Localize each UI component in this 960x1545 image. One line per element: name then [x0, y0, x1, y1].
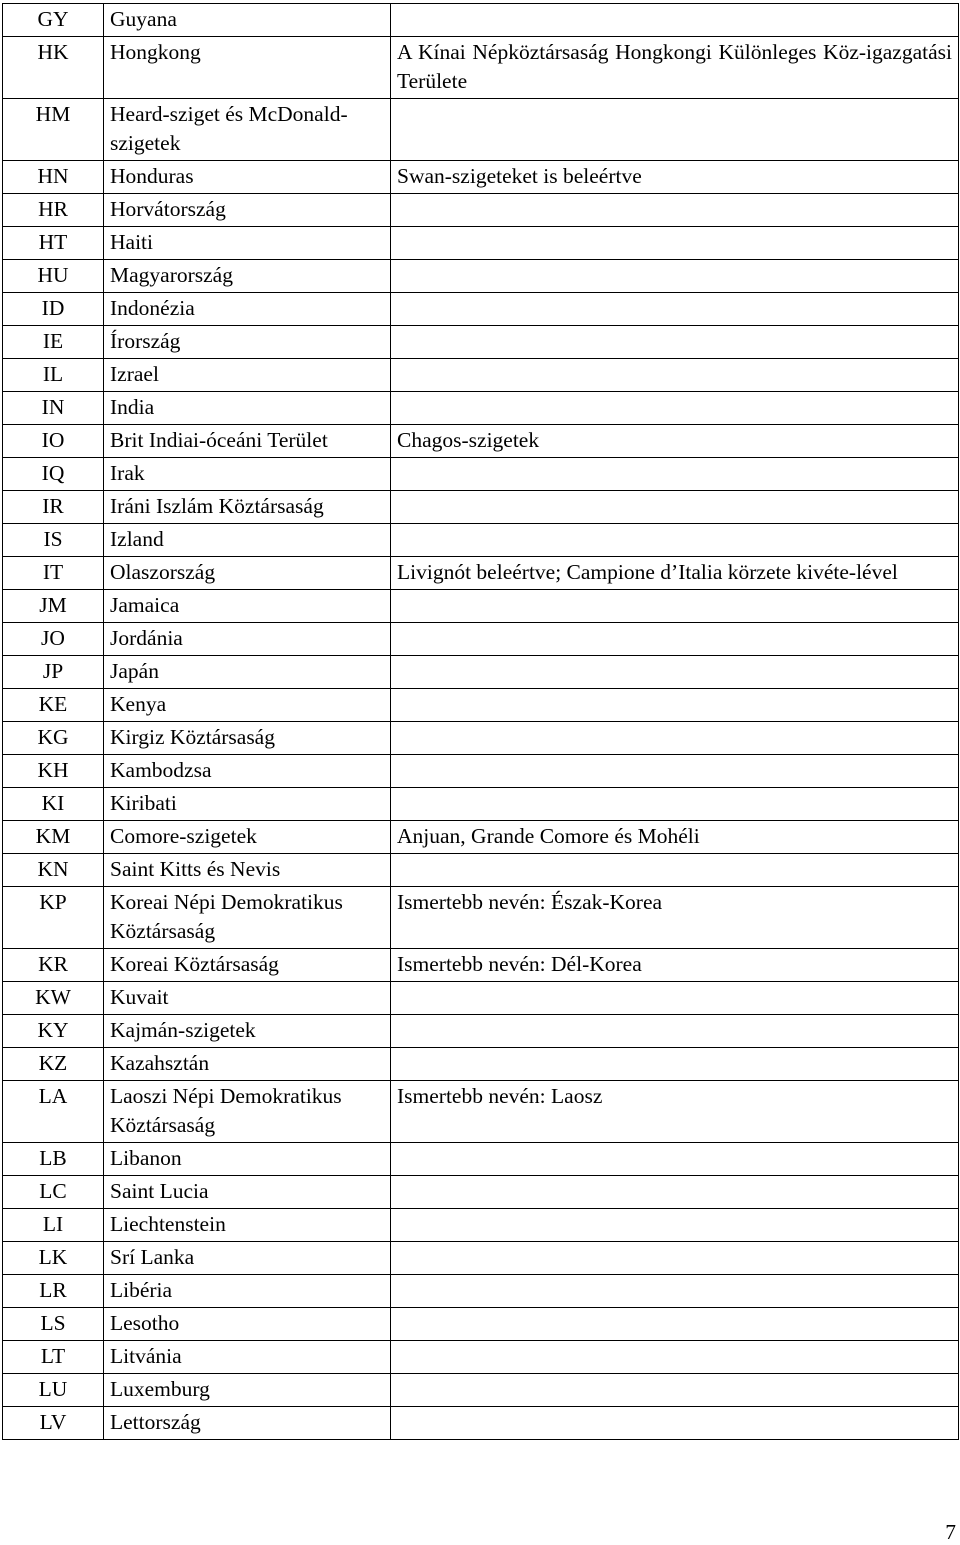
- country-name-cell: Koreai Köztársaság: [104, 949, 391, 982]
- table-row: [3, 623, 959, 656]
- country-code-cell: KM: [3, 821, 104, 854]
- country-name-cell: Libéria: [104, 1275, 391, 1308]
- country-code-cell: KY: [3, 1015, 104, 1048]
- country-name-cell: Magyarország: [104, 260, 391, 293]
- country-code-cell: LS: [3, 1308, 104, 1341]
- table-row: [3, 656, 959, 689]
- country-code-cell: KZ: [3, 1048, 104, 1081]
- country-code-cell: IR: [3, 491, 104, 524]
- country-name-cell: Koreai Népi Demokratikus Köztársaság: [104, 887, 391, 949]
- country-name-cell: Hongkong: [104, 37, 391, 99]
- country-name-cell: Brit Indiai-óceáni Terület: [104, 425, 391, 458]
- country-note-cell: [391, 1341, 959, 1374]
- country-name-cell: Litvánia: [104, 1341, 391, 1374]
- country-note-cell: [391, 99, 959, 161]
- table-row: [3, 392, 959, 425]
- country-code-cell: LR: [3, 1275, 104, 1308]
- table-row: [3, 557, 959, 590]
- country-name-cell: Kazahsztán: [104, 1048, 391, 1081]
- table-row: [3, 227, 959, 260]
- table-row: [3, 949, 959, 982]
- country-name-cell: Comore-szigetek: [104, 821, 391, 854]
- country-note-cell: Ismertebb nevén: Laosz: [391, 1081, 959, 1143]
- country-note-cell: [391, 491, 959, 524]
- country-name-cell: Guyana: [104, 4, 391, 37]
- country-name-cell: Saint Kitts és Nevis: [104, 854, 391, 887]
- table-row: [3, 788, 959, 821]
- country-code-cell: IE: [3, 326, 104, 359]
- country-name-cell: Indonézia: [104, 293, 391, 326]
- table-row: [3, 887, 959, 949]
- country-name-cell: Izland: [104, 524, 391, 557]
- table-row: [3, 1176, 959, 1209]
- country-code-cell: KI: [3, 788, 104, 821]
- country-name-cell: Irak: [104, 458, 391, 491]
- country-code-cell: KN: [3, 854, 104, 887]
- country-name-cell: Írország: [104, 326, 391, 359]
- table-row: [3, 1015, 959, 1048]
- country-code-cell: JO: [3, 623, 104, 656]
- country-note-cell: [391, 1407, 959, 1440]
- country-code-cell: HU: [3, 260, 104, 293]
- country-note-cell: [391, 1143, 959, 1176]
- country-note-cell: [391, 1242, 959, 1275]
- country-note-cell: [391, 359, 959, 392]
- country-name-cell: Laoszi Népi Demokratikus Köztársaság: [104, 1081, 391, 1143]
- country-code-cell: HM: [3, 99, 104, 161]
- country-note-cell: [391, 458, 959, 491]
- country-code-cell: KW: [3, 982, 104, 1015]
- country-code-cell: ID: [3, 293, 104, 326]
- country-name-cell: Luxemburg: [104, 1374, 391, 1407]
- country-note-cell: [391, 293, 959, 326]
- country-note-cell: [391, 854, 959, 887]
- country-note-cell: [391, 1374, 959, 1407]
- country-name-cell: Srí Lanka: [104, 1242, 391, 1275]
- country-table-body: [3, 4, 959, 1440]
- table-row: [3, 458, 959, 491]
- country-code-cell: HR: [3, 194, 104, 227]
- country-name-cell: Heard-sziget és McDonald-szigetek: [104, 99, 391, 161]
- country-name-cell: India: [104, 392, 391, 425]
- table-row: [3, 260, 959, 293]
- table-row: [3, 425, 959, 458]
- country-code-cell: IS: [3, 524, 104, 557]
- country-code-cell: KG: [3, 722, 104, 755]
- country-name-cell: Kuvait: [104, 982, 391, 1015]
- country-code-cell: LI: [3, 1209, 104, 1242]
- country-note-cell: [391, 656, 959, 689]
- country-note-cell: Ismertebb nevén: Dél-Korea: [391, 949, 959, 982]
- table-row: [3, 821, 959, 854]
- country-note-cell: [391, 194, 959, 227]
- table-row: [3, 982, 959, 1015]
- country-note-cell: Swan-szigeteket is beleértve: [391, 161, 959, 194]
- country-note-cell: [391, 1275, 959, 1308]
- country-code-table: [2, 3, 959, 1440]
- country-name-cell: Haiti: [104, 227, 391, 260]
- country-note-cell: A Kínai Népköztársaság Hongkongi Különleges Köz-igazgatási Területe: [391, 37, 959, 99]
- country-note-cell: Anjuan, Grande Comore és Mohéli: [391, 821, 959, 854]
- country-name-cell: Jamaica: [104, 590, 391, 623]
- country-note-cell: Ismertebb nevén: Észak-Korea: [391, 887, 959, 949]
- table-row: [3, 755, 959, 788]
- country-note-cell: [391, 392, 959, 425]
- country-name-cell: Lettország: [104, 1407, 391, 1440]
- country-code-cell: HT: [3, 227, 104, 260]
- table-row: [3, 590, 959, 623]
- country-note-cell: [391, 623, 959, 656]
- table-row: [3, 194, 959, 227]
- table-row: [3, 491, 959, 524]
- country-name-cell: Kajmán-szigetek: [104, 1015, 391, 1048]
- country-code-cell: LV: [3, 1407, 104, 1440]
- country-code-cell: KP: [3, 887, 104, 949]
- country-code-cell: IT: [3, 557, 104, 590]
- table-row: [3, 1242, 959, 1275]
- country-name-cell: Lesotho: [104, 1308, 391, 1341]
- table-row: [3, 1048, 959, 1081]
- country-code-cell: JM: [3, 590, 104, 623]
- country-code-cell: LU: [3, 1374, 104, 1407]
- table-row: [3, 1341, 959, 1374]
- table-row: [3, 524, 959, 557]
- table-row: [3, 1275, 959, 1308]
- country-note-cell: [391, 524, 959, 557]
- table-row: [3, 1374, 959, 1407]
- country-code-cell: IL: [3, 359, 104, 392]
- table-row: [3, 326, 959, 359]
- country-code-cell: KE: [3, 689, 104, 722]
- country-code-cell: GY: [3, 4, 104, 37]
- country-name-cell: Libanon: [104, 1143, 391, 1176]
- country-name-cell: Liechtenstein: [104, 1209, 391, 1242]
- country-note-cell: Livignót beleértve; Campione d’Italia körzete kivéte-lével: [391, 557, 959, 590]
- country-name-cell: Jordánia: [104, 623, 391, 656]
- country-note-cell: [391, 1048, 959, 1081]
- table-row: [3, 854, 959, 887]
- country-name-cell: Kirgiz Köztársaság: [104, 722, 391, 755]
- country-name-cell: Olaszország: [104, 557, 391, 590]
- table-row: [3, 161, 959, 194]
- country-note-cell: [391, 260, 959, 293]
- country-name-cell: Honduras: [104, 161, 391, 194]
- country-note-cell: [391, 982, 959, 1015]
- country-note-cell: Chagos-szigetek: [391, 425, 959, 458]
- country-code-cell: LA: [3, 1081, 104, 1143]
- country-name-cell: Saint Lucia: [104, 1176, 391, 1209]
- country-code-cell: IO: [3, 425, 104, 458]
- country-note-cell: [391, 1209, 959, 1242]
- country-code-cell: IN: [3, 392, 104, 425]
- table-row: [3, 1081, 959, 1143]
- country-code-cell: LK: [3, 1242, 104, 1275]
- country-note-cell: [391, 755, 959, 788]
- country-code-cell: LB: [3, 1143, 104, 1176]
- country-note-cell: [391, 1176, 959, 1209]
- table-row: [3, 359, 959, 392]
- country-note-cell: [391, 689, 959, 722]
- table-row: [3, 689, 959, 722]
- country-note-cell: [391, 788, 959, 821]
- country-note-cell: [391, 227, 959, 260]
- country-code-cell: HN: [3, 161, 104, 194]
- table-row: [3, 293, 959, 326]
- country-note-cell: [391, 1015, 959, 1048]
- page-number: 7: [945, 1520, 956, 1544]
- table-row: [3, 1308, 959, 1341]
- country-code-cell: HK: [3, 37, 104, 99]
- table-row: [3, 99, 959, 161]
- country-note-cell: [391, 4, 959, 37]
- country-name-cell: Kiribati: [104, 788, 391, 821]
- country-note-cell: [391, 590, 959, 623]
- table-row: [3, 1143, 959, 1176]
- country-name-cell: Horvátország: [104, 194, 391, 227]
- country-code-cell: IQ: [3, 458, 104, 491]
- country-code-cell: KR: [3, 949, 104, 982]
- country-code-cell: JP: [3, 656, 104, 689]
- table-row: [3, 1407, 959, 1440]
- country-name-cell: Iráni Iszlám Köztársaság: [104, 491, 391, 524]
- country-note-cell: [391, 1308, 959, 1341]
- country-name-cell: Kenya: [104, 689, 391, 722]
- table-row: [3, 1209, 959, 1242]
- country-code-cell: LC: [3, 1176, 104, 1209]
- country-note-cell: [391, 722, 959, 755]
- table-row: [3, 722, 959, 755]
- country-name-cell: Japán: [104, 656, 391, 689]
- country-note-cell: [391, 326, 959, 359]
- country-code-cell: LT: [3, 1341, 104, 1374]
- table-row: [3, 37, 959, 99]
- country-name-cell: Kambodzsa: [104, 755, 391, 788]
- country-name-cell: Izrael: [104, 359, 391, 392]
- country-code-cell: KH: [3, 755, 104, 788]
- table-row: [3, 4, 959, 37]
